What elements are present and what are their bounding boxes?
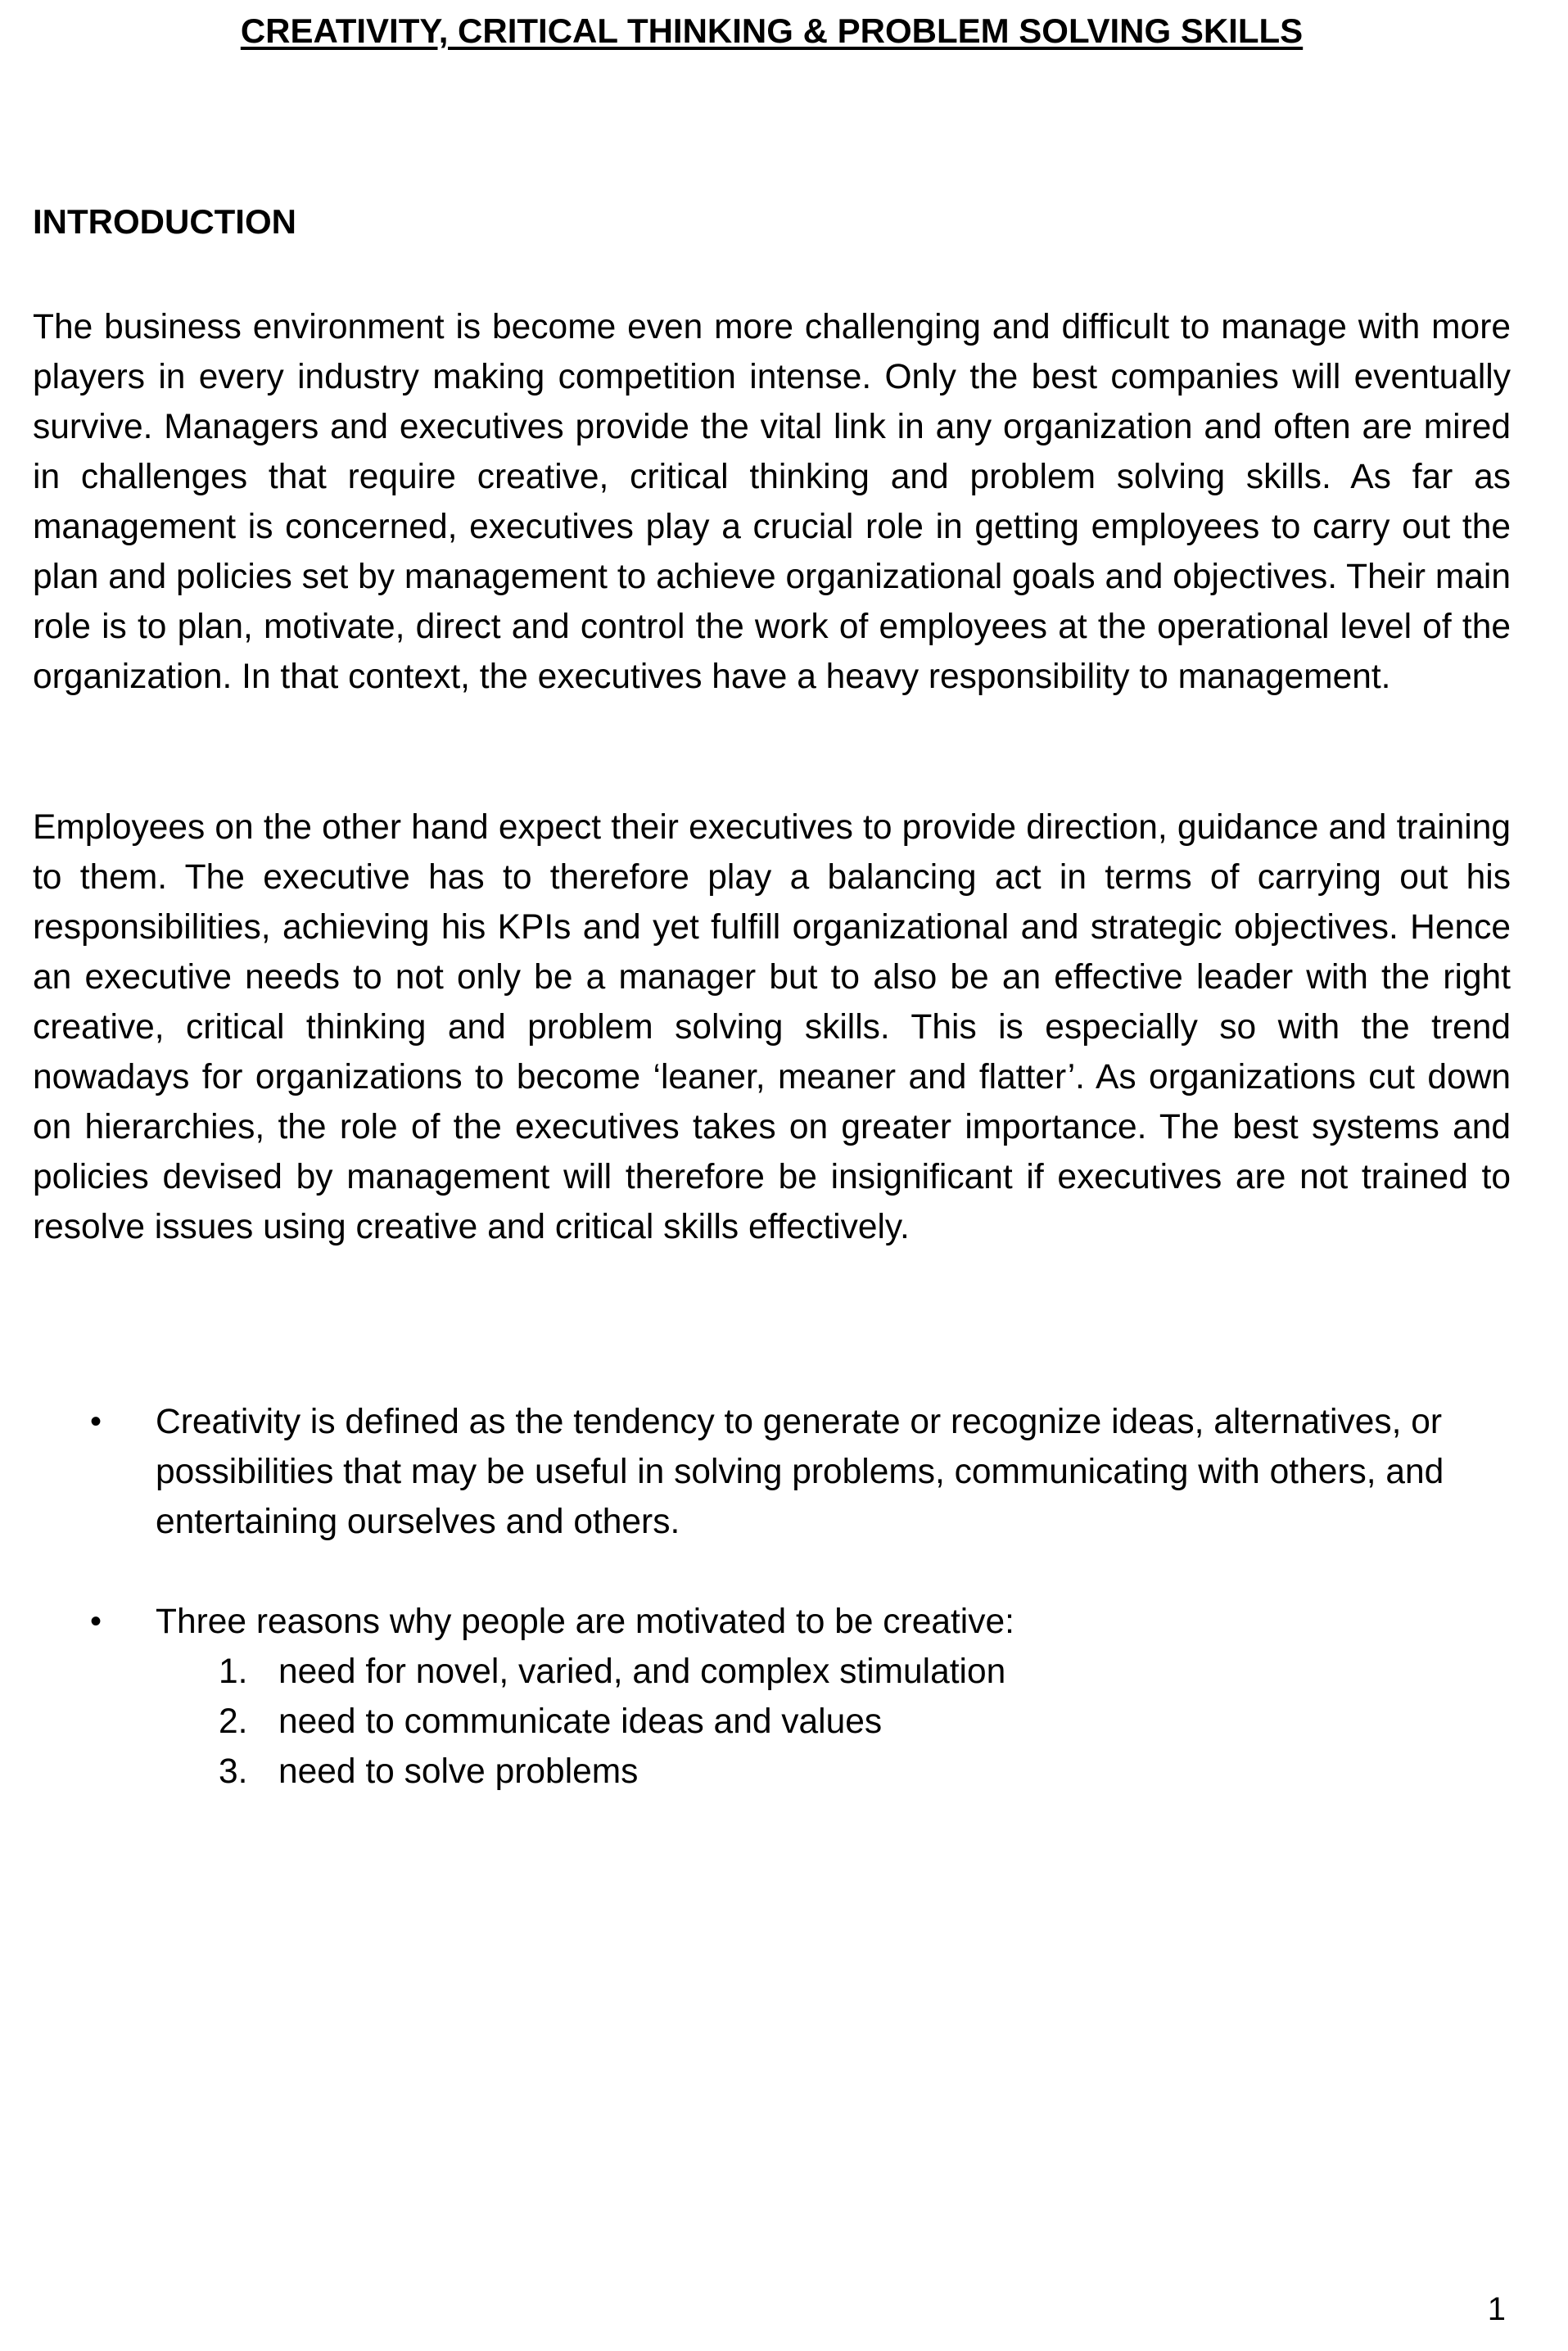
numbered-item-marker: 3. [219, 1752, 248, 1791]
bullet-point-icon: • [90, 1603, 102, 1639]
page-number: 1 [1487, 2291, 1506, 2327]
bullet-item-creativity-definition [0, 1397, 1511, 1547]
numbered-item-marker: 2. [219, 1702, 248, 1741]
bullet-list [0, 1397, 1568, 1797]
numbered-item-text: need to solve problems [278, 1752, 639, 1791]
numbered-item [156, 1647, 1511, 1697]
bullet-item-motivation-reasons [0, 1597, 1511, 1797]
numbered-item [156, 1697, 1511, 1747]
intro-paragraph-2: Employees on the other hand expect their executives to provide direction, guidance and training to them. The executive has to therefore play a balancing act in terms of carrying out his responsibilities, achieving his KPIs and yet fulfill organizational and strategic objectives. Hence an executive needs to not only be a manager but to also be an effective leader with the right creative, critical thinking and problem solving skills. This is especially so with the trend nowadays for organizations to become ‘leaner, meaner and flatter’. As organizations cut down on hierarchies, the role of the executives takes on greater importance. The best systems and policies devised by management will therefore be insignificant if executives are not trained to resolve issues using creative and critical skills effectively. [33, 808, 1511, 1246]
document-title: CREATIVITY, CRITICAL THINKING & PROBLEM SOLVING SKILLS [240, 11, 1304, 50]
intro-paragraph-1: The business environment is become even more challenging and difficult to manage with more players in every industry making competition intense. Only the best companies will eventually survive. Managers and executives provide the vital link in any organization and often are mired in challenges that require creative, critical thinking and problem solving skills. As far as management is concerned, executives play a crucial role in getting employees to carry out the plan and policies set by management to achieve organizational goals and objectives. Their main role is to plan, motivate, direct and control the work of employees at the operational level of the organization. In that context, the executives have a heavy responsibility to management. [33, 308, 1511, 696]
bullet-text: Three reasons why people are motivated to be creative: [156, 1603, 1014, 1641]
numbered-list [156, 1647, 1511, 1797]
numbered-item-marker: 1. [219, 1652, 248, 1691]
numbered-item [156, 1747, 1511, 1797]
numbered-item-text: need for novel, varied, and complex stimulation [278, 1652, 1006, 1691]
numbered-item-text: need to communicate ideas and values [278, 1702, 883, 1741]
bullet-point-icon: • [90, 1404, 102, 1440]
section-heading-introduction: INTRODUCTION [33, 202, 296, 241]
bullet-text: Creativity is defined as the tendency to generate or recognize ideas, alternatives, or possibilities that may be useful in solving problems, communicating with others, and entertaining ourselves and others. [156, 1403, 1444, 1541]
